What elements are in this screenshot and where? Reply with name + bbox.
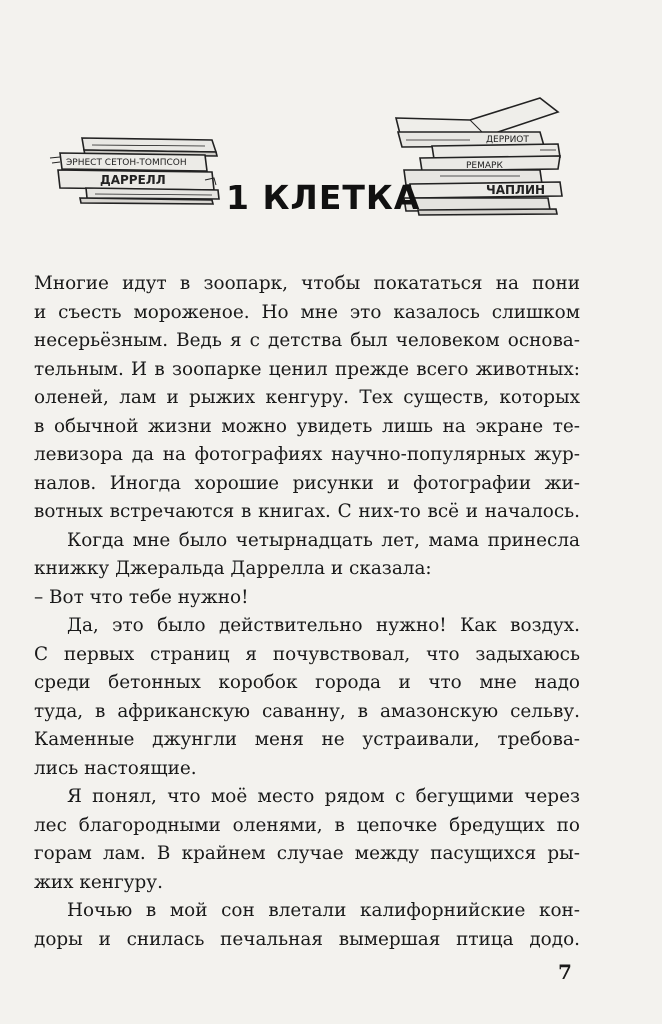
left-book-stack — [50, 138, 219, 204]
text-line: доры и снилась печальная вымершая птица додо. — [34, 928, 580, 950]
right-book-stack — [396, 98, 562, 215]
text-line: лись настоящие. — [34, 757, 197, 779]
text-line: Я понял, что моё место рядом с бегущими через — [67, 786, 580, 807]
right-book-label-1: ДЕРРИОТ — [486, 135, 529, 145]
left-book-label-2: ДАРРЕЛЛ — [100, 173, 166, 187]
text-line: в обычной жизни можно увидеть лишь на экране те- — [34, 415, 580, 437]
text-line: среди бетонных коробок города и что мне надо — [34, 672, 580, 693]
text-line: С первых страниц я почувствовал, что задыхаюсь — [34, 643, 580, 665]
text-line: тельным. И в зоопарке ценил прежде всего животных: — [34, 358, 580, 380]
page-number: 7 — [558, 960, 572, 984]
text-line: левизора да на фотографиях научно-популярных жур- — [34, 444, 580, 465]
text-line: горам лам. В крайнем случае между пасущихся ры- — [34, 843, 580, 864]
text-line: несерьёзным. Ведь я с детства был человеком основа- — [34, 330, 580, 351]
right-book-label-2: РЕМАРК — [466, 161, 503, 171]
text-line: Когда мне было четырнадцать лет, мама принесла — [67, 529, 580, 551]
text-line: жих кенгуру. — [34, 871, 163, 893]
text-line: Каменные джунгли меня не устраивали, требова- — [34, 729, 580, 750]
text-line: книжку Джеральда Даррелла и сказала: — [34, 558, 432, 579]
text-line: и съесть мороженое. Но мне это казалось слишком — [34, 301, 580, 323]
text-line: туда, в африканскую саванну, в амазонскую сельву. — [34, 700, 580, 722]
text-line: вотных встречаются в книгах. С них-то всё и началось. — [34, 501, 580, 522]
right-book-label-3: ЧАПЛИН — [486, 183, 546, 197]
text-line: лес благородными оленями, в цепочке бредущих по — [34, 814, 580, 836]
text-line: Ночью в мой сон влетали калифорнийские кон- — [67, 900, 580, 921]
text-line: – Вот что тебе нужно! — [34, 586, 249, 608]
text-line: оленей, лам и рыжих кенгуру. Тех существ, которых — [34, 387, 580, 408]
body-text — [34, 270, 580, 954]
text-line: налов. Иногда хорошие рисунки и фотографии жи- — [34, 472, 580, 494]
text-line: Да, это было действительно нужно! Как воздух. — [67, 615, 580, 636]
text-line: Многие идут в зоопарк, чтобы покататься на пони — [34, 273, 580, 294]
chapter-title: 1 КЛЕТКА — [226, 178, 421, 217]
books-illustration — [0, 0, 662, 260]
left-book-label-1: ЭРНЕСТ СЕТОН-ТОМПСОН — [66, 158, 187, 168]
